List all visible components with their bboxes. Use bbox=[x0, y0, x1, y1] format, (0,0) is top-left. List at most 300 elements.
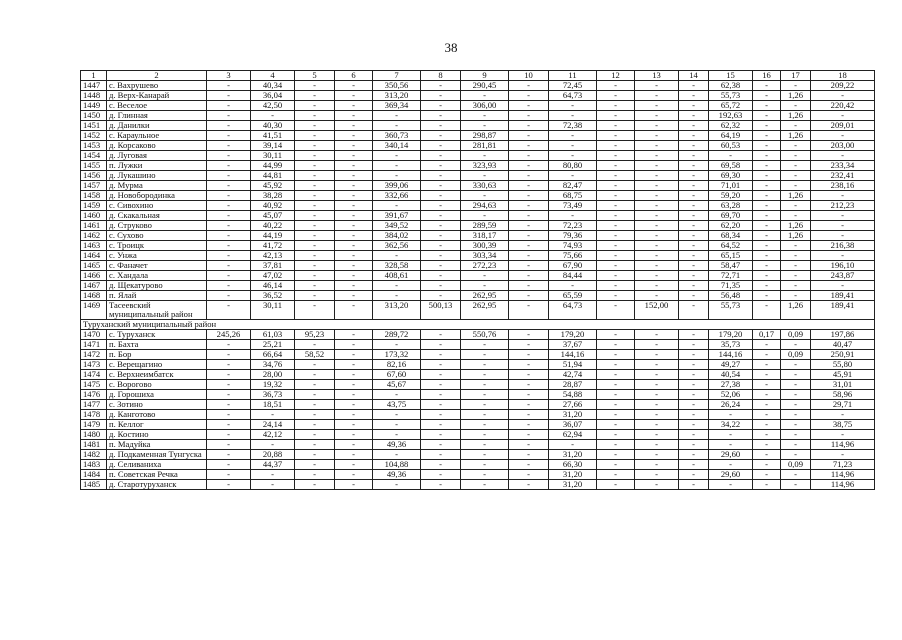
table-cell: с. Веселое bbox=[107, 101, 207, 111]
table-cell: - bbox=[335, 181, 373, 191]
table-cell: - bbox=[597, 181, 635, 191]
table-cell: 0,09 bbox=[781, 350, 811, 360]
table-cell: - bbox=[753, 181, 781, 191]
table-cell: 1460 bbox=[81, 211, 107, 221]
table-cell: - bbox=[373, 201, 421, 211]
table-cell: - bbox=[461, 191, 509, 201]
table-cell: - bbox=[679, 171, 709, 181]
table-cell: - bbox=[295, 301, 335, 320]
table-cell: - bbox=[295, 251, 335, 261]
table-cell: 1483 bbox=[81, 460, 107, 470]
table-row bbox=[81, 151, 875, 161]
table-cell: - bbox=[295, 191, 335, 201]
table-cell: - bbox=[509, 390, 549, 400]
table-cell: - bbox=[597, 460, 635, 470]
table-cell: - bbox=[461, 450, 509, 460]
table-cell: - bbox=[335, 380, 373, 390]
table-cell: - bbox=[781, 241, 811, 251]
table-cell: 67,90 bbox=[549, 261, 597, 271]
tariff-table bbox=[80, 70, 875, 490]
table-cell: 1470 bbox=[81, 330, 107, 340]
table-cell: 290,45 bbox=[461, 81, 509, 91]
table-cell: - bbox=[679, 470, 709, 480]
table-cell: - bbox=[207, 191, 251, 201]
table-cell: д. Горошиха bbox=[107, 390, 207, 400]
table-cell: - bbox=[549, 211, 597, 221]
table-row bbox=[81, 161, 875, 171]
table-cell: - bbox=[811, 211, 875, 221]
table-cell: - bbox=[709, 410, 753, 420]
table-cell: 243,87 bbox=[811, 271, 875, 281]
table-cell: 104,88 bbox=[373, 460, 421, 470]
table-cell: - bbox=[811, 221, 875, 231]
table-cell: - bbox=[635, 81, 679, 91]
table-cell: - bbox=[753, 340, 781, 350]
table-cell: - bbox=[509, 340, 549, 350]
table-cell: - bbox=[597, 301, 635, 320]
table-cell: - bbox=[295, 390, 335, 400]
table-cell: - bbox=[781, 370, 811, 380]
table-cell: - bbox=[509, 91, 549, 101]
table-cell: 82,47 bbox=[549, 181, 597, 191]
table-row bbox=[81, 390, 875, 400]
table-cell: - bbox=[781, 430, 811, 440]
table-cell: 173,32 bbox=[373, 350, 421, 360]
table-cell: - bbox=[635, 201, 679, 211]
table-cell: - bbox=[421, 281, 461, 291]
table-cell: 36,52 bbox=[251, 291, 295, 301]
table-cell: - bbox=[635, 291, 679, 301]
table-cell: - bbox=[509, 201, 549, 211]
table-cell: с. Караульное bbox=[107, 131, 207, 141]
table-cell: 29,71 bbox=[811, 400, 875, 410]
table-cell: - bbox=[635, 101, 679, 111]
table-cell: - bbox=[509, 151, 549, 161]
table-cell: 1461 bbox=[81, 221, 107, 231]
table-cell: - bbox=[421, 400, 461, 410]
table-cell: 250,91 bbox=[811, 350, 875, 360]
table-cell: - bbox=[207, 271, 251, 281]
table-cell: - bbox=[251, 440, 295, 450]
table-cell: - bbox=[373, 291, 421, 301]
table-cell: - bbox=[295, 450, 335, 460]
table-cell: - bbox=[207, 400, 251, 410]
table-cell: - bbox=[753, 211, 781, 221]
table-cell: - bbox=[679, 211, 709, 221]
table-cell: - bbox=[781, 161, 811, 171]
table-cell: - bbox=[421, 231, 461, 241]
table-cell: 196,10 bbox=[811, 261, 875, 271]
table-cell: - bbox=[335, 271, 373, 281]
table-cell: - bbox=[597, 261, 635, 271]
table-cell: 82,16 bbox=[373, 360, 421, 370]
table-cell: 45,07 bbox=[251, 211, 295, 221]
table-cell: - bbox=[295, 261, 335, 271]
table-cell: - bbox=[335, 301, 373, 320]
table-cell: 26,24 bbox=[709, 400, 753, 410]
table-row bbox=[81, 430, 875, 440]
table-cell: - bbox=[207, 380, 251, 390]
table-cell: - bbox=[295, 111, 335, 121]
table-cell: - bbox=[207, 181, 251, 191]
table-cell: - bbox=[753, 271, 781, 281]
table-cell: - bbox=[635, 420, 679, 430]
table-cell: - bbox=[811, 131, 875, 141]
table-cell: 58,52 bbox=[295, 350, 335, 360]
table-cell: - bbox=[549, 440, 597, 450]
table-cell: с. Унжа bbox=[107, 251, 207, 261]
table-cell: - bbox=[597, 390, 635, 400]
table-cell: 152,00 bbox=[635, 301, 679, 320]
table-cell: - bbox=[335, 430, 373, 440]
table-cell: - bbox=[295, 291, 335, 301]
table-cell: 233,34 bbox=[811, 161, 875, 171]
table-cell: - bbox=[461, 420, 509, 430]
table-cell: - bbox=[335, 101, 373, 111]
table-cell: - bbox=[597, 370, 635, 380]
table-cell: - bbox=[251, 410, 295, 420]
table-cell: 0,09 bbox=[781, 330, 811, 340]
table-cell: - bbox=[753, 400, 781, 410]
table-cell: - bbox=[207, 231, 251, 241]
table-cell: - bbox=[461, 151, 509, 161]
table-cell: 40,34 bbox=[251, 81, 295, 91]
table-cell: - bbox=[335, 91, 373, 101]
table-row bbox=[81, 171, 875, 181]
table-cell: - bbox=[207, 470, 251, 480]
table-cell: - bbox=[679, 271, 709, 281]
table-cell: - bbox=[421, 211, 461, 221]
table-cell: 14 bbox=[679, 71, 709, 81]
table-cell: - bbox=[635, 191, 679, 201]
table-cell: - bbox=[597, 91, 635, 101]
table-cell: - bbox=[335, 191, 373, 201]
table-cell: - bbox=[335, 450, 373, 460]
table-cell: - bbox=[753, 261, 781, 271]
table-cell: - bbox=[509, 380, 549, 390]
table-cell: п. Ялай bbox=[107, 291, 207, 301]
table-cell: 1457 bbox=[81, 181, 107, 191]
table-cell: - bbox=[597, 111, 635, 121]
table-cell: 330,63 bbox=[461, 181, 509, 191]
table-cell: 39,14 bbox=[251, 141, 295, 151]
table-cell: 46,14 bbox=[251, 281, 295, 291]
table-cell: 37,81 bbox=[251, 261, 295, 271]
table-cell: 41,51 bbox=[251, 131, 295, 141]
table-cell: - bbox=[753, 440, 781, 450]
table-cell: - bbox=[509, 301, 549, 320]
table-cell: - bbox=[335, 340, 373, 350]
table-cell: 28,87 bbox=[549, 380, 597, 390]
table-cell: - bbox=[421, 241, 461, 251]
table-cell: - bbox=[373, 480, 421, 490]
table-cell: 1480 bbox=[81, 430, 107, 440]
table-cell: - bbox=[509, 81, 549, 91]
table-cell: - bbox=[679, 81, 709, 91]
table-cell: - bbox=[753, 370, 781, 380]
table-cell: 64,73 bbox=[549, 301, 597, 320]
table-cell: - bbox=[597, 360, 635, 370]
table-cell: 1451 bbox=[81, 121, 107, 131]
table-cell: - bbox=[597, 430, 635, 440]
table-cell: - bbox=[421, 470, 461, 480]
table-cell: 36,04 bbox=[251, 91, 295, 101]
table-cell: 40,54 bbox=[709, 370, 753, 380]
table-cell: - bbox=[335, 111, 373, 121]
table-cell: - bbox=[753, 231, 781, 241]
table-cell: - bbox=[635, 241, 679, 251]
table-cell: - bbox=[635, 231, 679, 241]
table-cell: - bbox=[679, 241, 709, 251]
table-cell: - bbox=[679, 301, 709, 320]
table-cell: 1472 bbox=[81, 350, 107, 360]
table-cell: - bbox=[373, 430, 421, 440]
table-cell: - bbox=[597, 440, 635, 450]
table-cell: - bbox=[549, 171, 597, 181]
table-cell: - bbox=[509, 131, 549, 141]
table-cell: - bbox=[597, 161, 635, 171]
table-cell: д. Новобородинка bbox=[107, 191, 207, 201]
table-cell: 1485 bbox=[81, 480, 107, 490]
table-cell: - bbox=[421, 430, 461, 440]
table-cell: - bbox=[295, 211, 335, 221]
table-cell: 58,96 bbox=[811, 390, 875, 400]
table-cell: - bbox=[207, 480, 251, 490]
table-cell: 68,75 bbox=[549, 191, 597, 201]
table-cell: 114,96 bbox=[811, 480, 875, 490]
table-cell: 65,59 bbox=[549, 291, 597, 301]
table-cell: - bbox=[251, 470, 295, 480]
table-cell: 44,81 bbox=[251, 171, 295, 181]
table-cell: - bbox=[781, 171, 811, 181]
table-cell: - bbox=[679, 111, 709, 121]
table-cell: 360,73 bbox=[373, 131, 421, 141]
table-row bbox=[81, 101, 875, 111]
table-cell: 65,15 bbox=[709, 251, 753, 261]
table-cell: - bbox=[421, 440, 461, 450]
table-cell: Тасеевский муниципальный район bbox=[107, 301, 207, 320]
table-cell: - bbox=[549, 151, 597, 161]
table-cell: 189,41 bbox=[811, 291, 875, 301]
table-cell: 27,66 bbox=[549, 400, 597, 410]
table-cell: - bbox=[781, 360, 811, 370]
table-cell: - bbox=[421, 121, 461, 131]
table-cell: - bbox=[207, 81, 251, 91]
table-cell: - bbox=[597, 231, 635, 241]
table-cell: - bbox=[781, 251, 811, 261]
table-cell: - bbox=[753, 430, 781, 440]
table-cell: - bbox=[781, 271, 811, 281]
table-cell: - bbox=[635, 141, 679, 151]
table-cell: - bbox=[509, 161, 549, 171]
table-row bbox=[81, 410, 875, 420]
table-row bbox=[81, 221, 875, 231]
table-cell: - bbox=[635, 151, 679, 161]
table-cell: - bbox=[373, 161, 421, 171]
table-cell: - bbox=[549, 141, 597, 151]
table-cell: - bbox=[335, 161, 373, 171]
table-cell: - bbox=[753, 111, 781, 121]
table-cell: 209,01 bbox=[811, 121, 875, 131]
table-cell: - bbox=[753, 380, 781, 390]
table-cell: 72,45 bbox=[549, 81, 597, 91]
table-cell: 1453 bbox=[81, 141, 107, 151]
table-cell: - bbox=[597, 410, 635, 420]
table-cell: 42,13 bbox=[251, 251, 295, 261]
page-number: 38 bbox=[444, 40, 458, 55]
table-cell: - bbox=[373, 420, 421, 430]
table-cell: 1,26 bbox=[781, 91, 811, 101]
table-cell: - bbox=[635, 131, 679, 141]
table-cell: 9 bbox=[461, 71, 509, 81]
table-row bbox=[81, 111, 875, 121]
table-cell: - bbox=[781, 121, 811, 131]
table-cell: д. Корсаково bbox=[107, 141, 207, 151]
table-cell: - bbox=[207, 171, 251, 181]
table-cell: - bbox=[295, 470, 335, 480]
table-cell: 209,22 bbox=[811, 81, 875, 91]
table-cell: - bbox=[509, 450, 549, 460]
table-cell: - bbox=[421, 340, 461, 350]
table-cell: - bbox=[753, 301, 781, 320]
table-cell: 5 bbox=[295, 71, 335, 81]
table-cell: 47,02 bbox=[251, 271, 295, 281]
table-cell: - bbox=[781, 81, 811, 91]
table-cell: 36,73 bbox=[251, 390, 295, 400]
table-cell: - bbox=[753, 390, 781, 400]
table-cell: - bbox=[781, 470, 811, 480]
table-cell: - bbox=[295, 440, 335, 450]
table-cell: - bbox=[461, 211, 509, 221]
table-cell: 42,74 bbox=[549, 370, 597, 380]
table-cell: 340,14 bbox=[373, 141, 421, 151]
table-body bbox=[81, 71, 875, 490]
table-cell: 212,23 bbox=[811, 201, 875, 211]
table-cell: п. Мадуйка bbox=[107, 440, 207, 450]
table-cell: - bbox=[207, 450, 251, 460]
table-cell: - bbox=[781, 450, 811, 460]
table-cell: 298,87 bbox=[461, 131, 509, 141]
table-cell: - bbox=[679, 141, 709, 151]
table-cell: 66,64 bbox=[251, 350, 295, 360]
table-cell: - bbox=[709, 151, 753, 161]
table-cell: 1,26 bbox=[781, 131, 811, 141]
table-cell: 1481 bbox=[81, 440, 107, 450]
table-cell: - bbox=[753, 291, 781, 301]
table-cell: - bbox=[509, 360, 549, 370]
table-cell: - bbox=[421, 161, 461, 171]
table-cell: - bbox=[781, 390, 811, 400]
table-cell: - bbox=[373, 450, 421, 460]
table-cell: - bbox=[295, 430, 335, 440]
table-cell: 55,73 bbox=[709, 301, 753, 320]
table-row bbox=[81, 211, 875, 221]
table-cell: - bbox=[635, 211, 679, 221]
table-cell: 384,02 bbox=[373, 231, 421, 241]
table-cell: 64,73 bbox=[549, 91, 597, 101]
table-cell: 69,58 bbox=[709, 161, 753, 171]
table-cell: - bbox=[421, 450, 461, 460]
table-cell: д. Лукашино bbox=[107, 171, 207, 181]
table-cell: - bbox=[509, 410, 549, 420]
table-cell: - bbox=[207, 410, 251, 420]
table-cell: 399,06 bbox=[373, 181, 421, 191]
table-cell: - bbox=[709, 430, 753, 440]
table-cell: - bbox=[461, 340, 509, 350]
table-cell: 1482 bbox=[81, 450, 107, 460]
table-cell: 192,63 bbox=[709, 111, 753, 121]
table-row bbox=[81, 191, 875, 201]
table-cell: 362,56 bbox=[373, 241, 421, 251]
table-cell: 245,26 bbox=[207, 330, 251, 340]
table-cell: 45,67 bbox=[373, 380, 421, 390]
table-row bbox=[81, 231, 875, 241]
table-cell: - bbox=[597, 121, 635, 131]
table-cell: - bbox=[335, 281, 373, 291]
table-cell: - bbox=[207, 460, 251, 470]
table-cell: 69,70 bbox=[709, 211, 753, 221]
table-cell: п. Бахта bbox=[107, 340, 207, 350]
table-cell: - bbox=[421, 261, 461, 271]
table-cell: 54,88 bbox=[549, 390, 597, 400]
table-cell: - bbox=[509, 440, 549, 450]
table-cell: - bbox=[295, 141, 335, 151]
table-cell: - bbox=[509, 211, 549, 221]
table-cell: - bbox=[461, 380, 509, 390]
table-cell: - bbox=[421, 221, 461, 231]
table-cell: - bbox=[207, 101, 251, 111]
table-cell: 63,28 bbox=[709, 201, 753, 211]
table-cell: - bbox=[635, 340, 679, 350]
table-row bbox=[81, 350, 875, 360]
table-cell: 72,23 bbox=[549, 221, 597, 231]
table-cell: - bbox=[207, 281, 251, 291]
table-cell: 349,52 bbox=[373, 221, 421, 231]
table-cell: - bbox=[207, 211, 251, 221]
table-cell: - bbox=[295, 121, 335, 131]
table-cell: - bbox=[597, 131, 635, 141]
table-cell: - bbox=[335, 350, 373, 360]
table-cell: - bbox=[635, 450, 679, 460]
table-cell: д. Глинная bbox=[107, 111, 207, 121]
table-cell: 281,81 bbox=[461, 141, 509, 151]
table-row bbox=[81, 261, 875, 271]
table-cell: - bbox=[421, 101, 461, 111]
table-cell: - bbox=[295, 231, 335, 241]
table-cell: - bbox=[811, 111, 875, 121]
table-cell: - bbox=[295, 380, 335, 390]
table-cell: - bbox=[597, 211, 635, 221]
table-cell: - bbox=[207, 251, 251, 261]
table-cell: - bbox=[373, 151, 421, 161]
table-cell: - bbox=[207, 91, 251, 101]
table-cell: - bbox=[635, 161, 679, 171]
table-cell: 31,20 bbox=[549, 480, 597, 490]
table-cell: - bbox=[421, 151, 461, 161]
table-cell: 1454 bbox=[81, 151, 107, 161]
table-cell: 49,27 bbox=[709, 360, 753, 370]
table-cell: - bbox=[635, 430, 679, 440]
table-cell: - bbox=[509, 400, 549, 410]
table-cell: - bbox=[207, 440, 251, 450]
table-cell: - bbox=[811, 251, 875, 261]
table-cell: - bbox=[679, 121, 709, 131]
table-cell: 144,16 bbox=[549, 350, 597, 360]
table-cell: - bbox=[421, 380, 461, 390]
table-cell: - bbox=[597, 251, 635, 261]
table-cell: - bbox=[461, 460, 509, 470]
table-cell: - bbox=[421, 370, 461, 380]
